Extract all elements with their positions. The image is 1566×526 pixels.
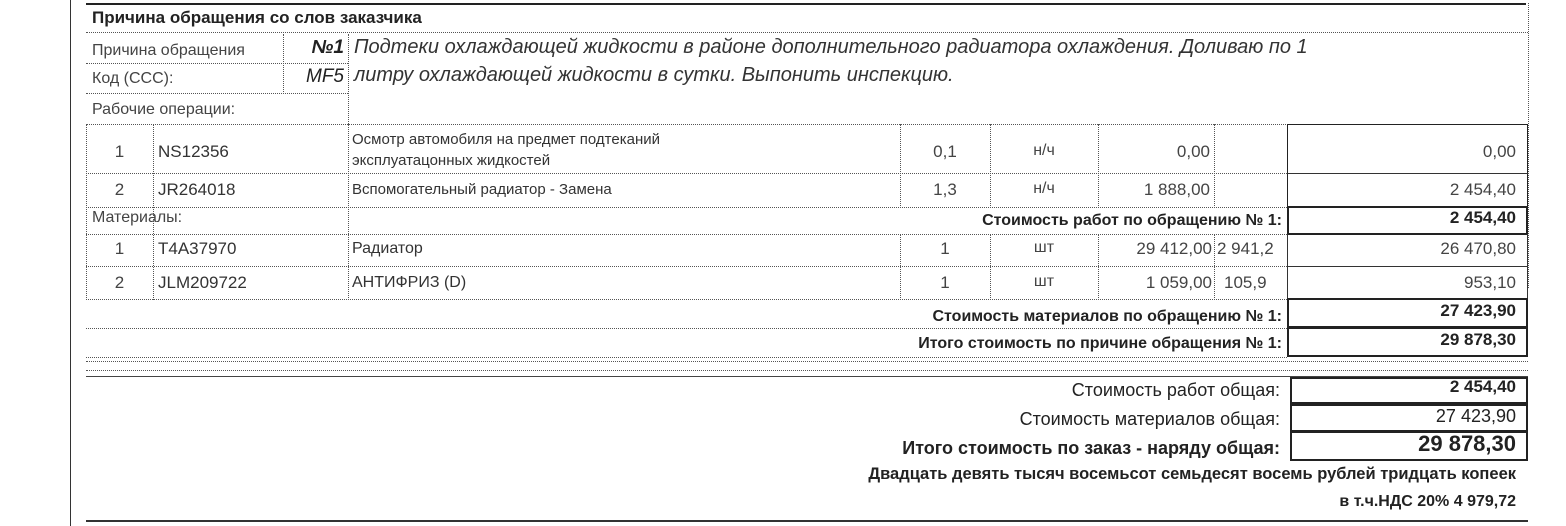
mat1-discount: 2 941,2 — [1217, 239, 1274, 258]
left-inner-border — [86, 124, 87, 234]
op2-total: 2 454,40 — [1449, 180, 1516, 199]
summary-separator-1 — [86, 370, 1528, 371]
summary-total-value: 29 878,30 — [1418, 431, 1516, 456]
mat1-num: 1 — [114, 239, 125, 258]
title-underline — [86, 32, 1528, 33]
op2-code: JR264018 — [158, 180, 236, 199]
op1-total: 0,00 — [1482, 142, 1516, 161]
op1-total-rule — [1287, 173, 1528, 174]
mat2-discount: 105,9 — [1224, 273, 1267, 292]
op2-unit: н/ч — [1033, 180, 1055, 197]
op1-price: 0,00 — [1176, 142, 1210, 161]
op1-qty: 0,1 — [933, 142, 957, 161]
materials-subtotal-rule — [86, 328, 1287, 329]
materials-label: Материалы: — [92, 209, 183, 226]
mat1-price: 29 412,00 — [1136, 239, 1212, 258]
op2-name: Вспомогательный радиатор - Замена — [352, 181, 612, 198]
mat2-num: 2 — [114, 273, 125, 292]
mat2-price: 1 059,00 — [1145, 273, 1212, 292]
right-vertical-rule — [1528, 3, 1529, 288]
reason-total-label: Итого стоимость по причине обращения № 1: — [918, 335, 1282, 352]
works-subtotal-label: Стоимость работ по обращению № 1: — [982, 212, 1282, 229]
reason-text-line2: литру охлаждающей жидкости в сутки. Выпонить инспекцию. — [354, 64, 954, 86]
reason-code: MF5 — [306, 66, 344, 87]
op1-num: 1 — [114, 142, 125, 161]
reason-row-rule — [86, 63, 348, 64]
summary-works-label: Стоимость работ общая: — [1071, 380, 1280, 400]
summary-materials-value: 27 423,90 — [1435, 406, 1516, 426]
mat1-name: Радиатор — [352, 240, 423, 257]
mat1-qty: 1 — [940, 239, 950, 258]
materials-header-rule — [86, 234, 1287, 235]
mat2-name: АНТИФРИЗ (D) — [352, 274, 467, 291]
page-left-border — [70, 0, 71, 526]
bottom-rule — [86, 520, 1528, 522]
col-divider-price-m — [1214, 234, 1215, 300]
code-row-rule — [86, 93, 348, 94]
mat2-unit: шт — [1033, 273, 1055, 290]
reason-text-divider — [348, 34, 349, 124]
op2-rule — [86, 207, 1287, 208]
code-label: Код (ССС): — [92, 70, 174, 87]
op2-qty: 1,3 — [933, 180, 957, 199]
op2-num: 2 — [114, 180, 125, 199]
col-divider-code — [348, 124, 349, 300]
reason-end-rule-2 — [86, 361, 1528, 362]
summary-materials-label: Стоимость материалов общая: — [1019, 409, 1280, 429]
reason-label-divider — [283, 34, 284, 94]
mat1-code: T4A37970 — [158, 239, 237, 258]
reason-total-value: 29 878,30 — [1440, 330, 1516, 349]
operations-label: Рабочие операции: — [92, 101, 236, 118]
amount-in-words: Двадцать девять тысяч восемьсот семьдесят восемь рублей тридцать копеек — [868, 465, 1516, 483]
mat2-qty: 1 — [940, 273, 950, 292]
op1-rule — [86, 173, 1287, 174]
op1-name-line1: Осмотр автомобиля на предмет подтеканий — [352, 131, 660, 148]
mat1-total: 26 470,80 — [1440, 239, 1516, 258]
mat2-code: JLM209722 — [158, 273, 247, 292]
mat2-total: 953,10 — [1464, 273, 1516, 292]
reason-number: №1 — [311, 37, 344, 58]
op1-code: NS12356 — [158, 142, 229, 161]
summary-works-value: 2 454,40 — [1449, 377, 1516, 396]
reason-end-rule-1 — [86, 357, 1287, 358]
op1-unit: н/ч — [1033, 142, 1055, 159]
works-subtotal-value: 2 454,40 — [1449, 208, 1516, 227]
col-divider-price — [1214, 124, 1215, 208]
mat1-rule — [86, 266, 1287, 267]
vat-amount: в т.ч.НДС 20% 4 979,72 — [1339, 493, 1516, 510]
reason-label: Причина обращения — [92, 42, 245, 59]
summary-total-label: Итого стоимость по заказ - наряду общая: — [902, 438, 1280, 458]
mat1-total-rule — [1287, 266, 1528, 267]
top-rule — [86, 3, 1526, 5]
mat2-rule — [86, 299, 1287, 300]
mat1-unit: шт — [1033, 239, 1055, 256]
op1-name-line2: эксплуатацонных жидкостей — [352, 152, 551, 169]
materials-subtotal-value: 27 423,90 — [1440, 301, 1516, 320]
section-title: Причина обращения со слов заказчика — [92, 8, 422, 27]
op2-price: 1 888,00 — [1143, 180, 1210, 199]
materials-subtotal-label: Стоимость материалов по обращению № 1: — [932, 308, 1282, 325]
reason-text-line1: Подтеки охлаждающей жидкости в районе дополнительного радиатора охлаждения. Доливаю по 1 — [354, 36, 1308, 58]
